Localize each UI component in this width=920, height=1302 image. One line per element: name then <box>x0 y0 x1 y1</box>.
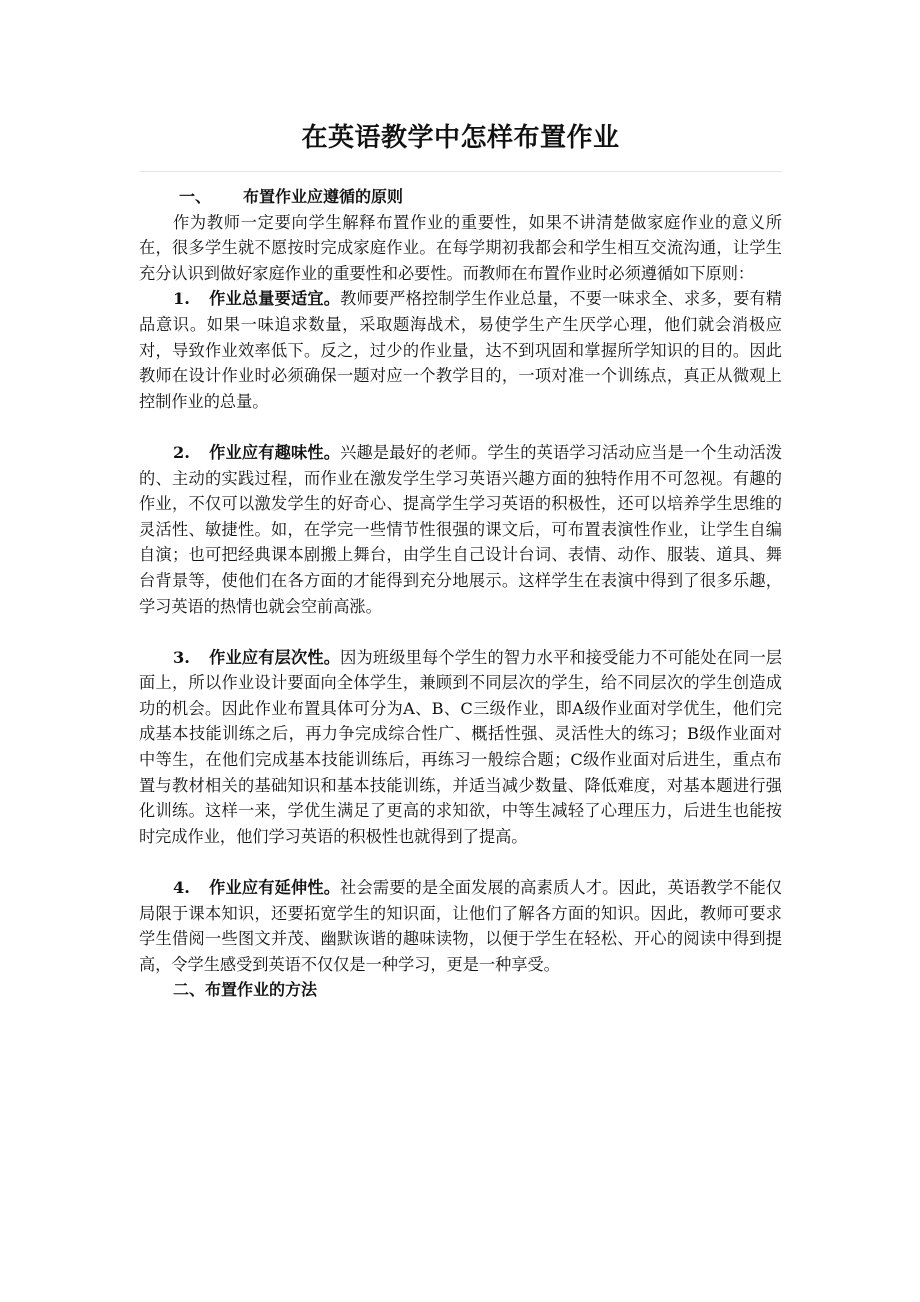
item-lead: 作业应有延伸性。 <box>209 878 341 898</box>
item-number: 2. <box>173 442 190 462</box>
item-number: 4. <box>173 878 190 898</box>
paragraph-spacer <box>139 414 782 440</box>
principle-item-2 <box>139 440 782 619</box>
item-body: 教师要严格控制学生作业总量，不要一味求全、求多，要有精品意识。如果一味追求数量，采取题海战术，易使学生产生厌学心理，他们就会消极应对，导致作业效率低下。反之，过少的作业量，达不到巩固和掌握所学知识的目的。因此教师在设计作业时必须确保一题对应一个教学目的，一项对准一个训练点，真正从微观上控制作业的总量。 <box>139 289 782 411</box>
section-heading-text: 布置作业应遵循的原则 <box>243 187 404 206</box>
section-heading-principles <box>139 184 782 210</box>
item-lead: 作业总量要适宜。 <box>209 289 341 309</box>
paragraph-spacer <box>139 619 782 645</box>
item-lead: 作业应有趣味性。 <box>209 442 341 462</box>
principle-item-3 <box>139 645 782 850</box>
item-body: 社会需要的是全面发展的高素质人才。因此，英语教学不能仅局限于课本知识，还要拓宽学生的知识面，让他们了解各方面的知识。因此，教师可要求学生借阅一些图文并茂、幽默诙谐的趣味读物，以便于学生在轻松、开心的阅读中得到提高，令学生感受到英语不仅仅是一种学习，更是一种享受。 <box>139 878 782 974</box>
title-divider <box>139 171 782 172</box>
paragraph-spacer <box>139 849 782 875</box>
section-heading-methods: 二、布置作业的方法 <box>173 980 318 1000</box>
document-page <box>139 118 782 1003</box>
item-number: 1. <box>173 289 190 309</box>
principle-item-1 <box>139 286 782 414</box>
intro-paragraph: 作为教师一定要向学生解释布置作业的重要性，如果不讲清楚做家庭作业的意义所在，很多学生就不愿按时完成家庭作业。在每学期初我都会和学生相互交流沟通，让学生充分认识到做好家庭作业的重要性和必要性。而教师在布置作业时必须遵循如下原则： <box>139 212 782 283</box>
section-number: 一、 <box>179 187 212 206</box>
item-body: 兴趣是最好的老师。学生的英语学习活动应当是一个生动活泼的、主动的实践过程，而作业在激发学生学习英语兴趣方面的独特作用不可忽视。有趣的作业，不仅可以激发学生的好奇心、提高学生学习英语的积极性，还可以培养学生思维的灵活性、敏捷性。如，在学完一些情节性很强的课文后，可布置表演性作业，让学生自编自演；也可把经典课本剧搬上舞台，由学生自己设计台词、表情、动作、服装、道具、舞台背景等，使他们在各方面的才能得到充分地展示。这样学生在表演中得到了很多乐趣，学习英语的热情也就会空前高涨。 <box>139 442 782 616</box>
item-body: 因为班级里每个学生的智力水平和接受能力不可能处在同一层面上，所以作业设计要面向全体学生，兼顾到不同层次的学生，给不同层次的学生创造成功的机会。因此作业布置具体可分为A、B、C三级作业，即A级作业面对学优生，他们完成基本技能训练之后，再力争完成综合性广、概括性强、灵活性大的练习；B级作业面对中等生，在他们完成基本技能训练后，再练习一般综合题；C级作业面对后进生，重点布置与教材相关的基础知识和基本技能训练，并适当减少数量、降低难度，对基本题进行强化训练。这样一来，学优生满足了更高的求知欲，中等生减轻了心理压力，后进生也能按时完成作业，他们学习英语的积极性也就得到了提高。 <box>139 647 782 846</box>
item-number: 3. <box>173 647 190 667</box>
item-lead: 作业应有层次性。 <box>209 647 341 667</box>
principle-item-4 <box>139 875 782 977</box>
document-title: 在英语教学中怎样布置作业 <box>301 123 620 153</box>
